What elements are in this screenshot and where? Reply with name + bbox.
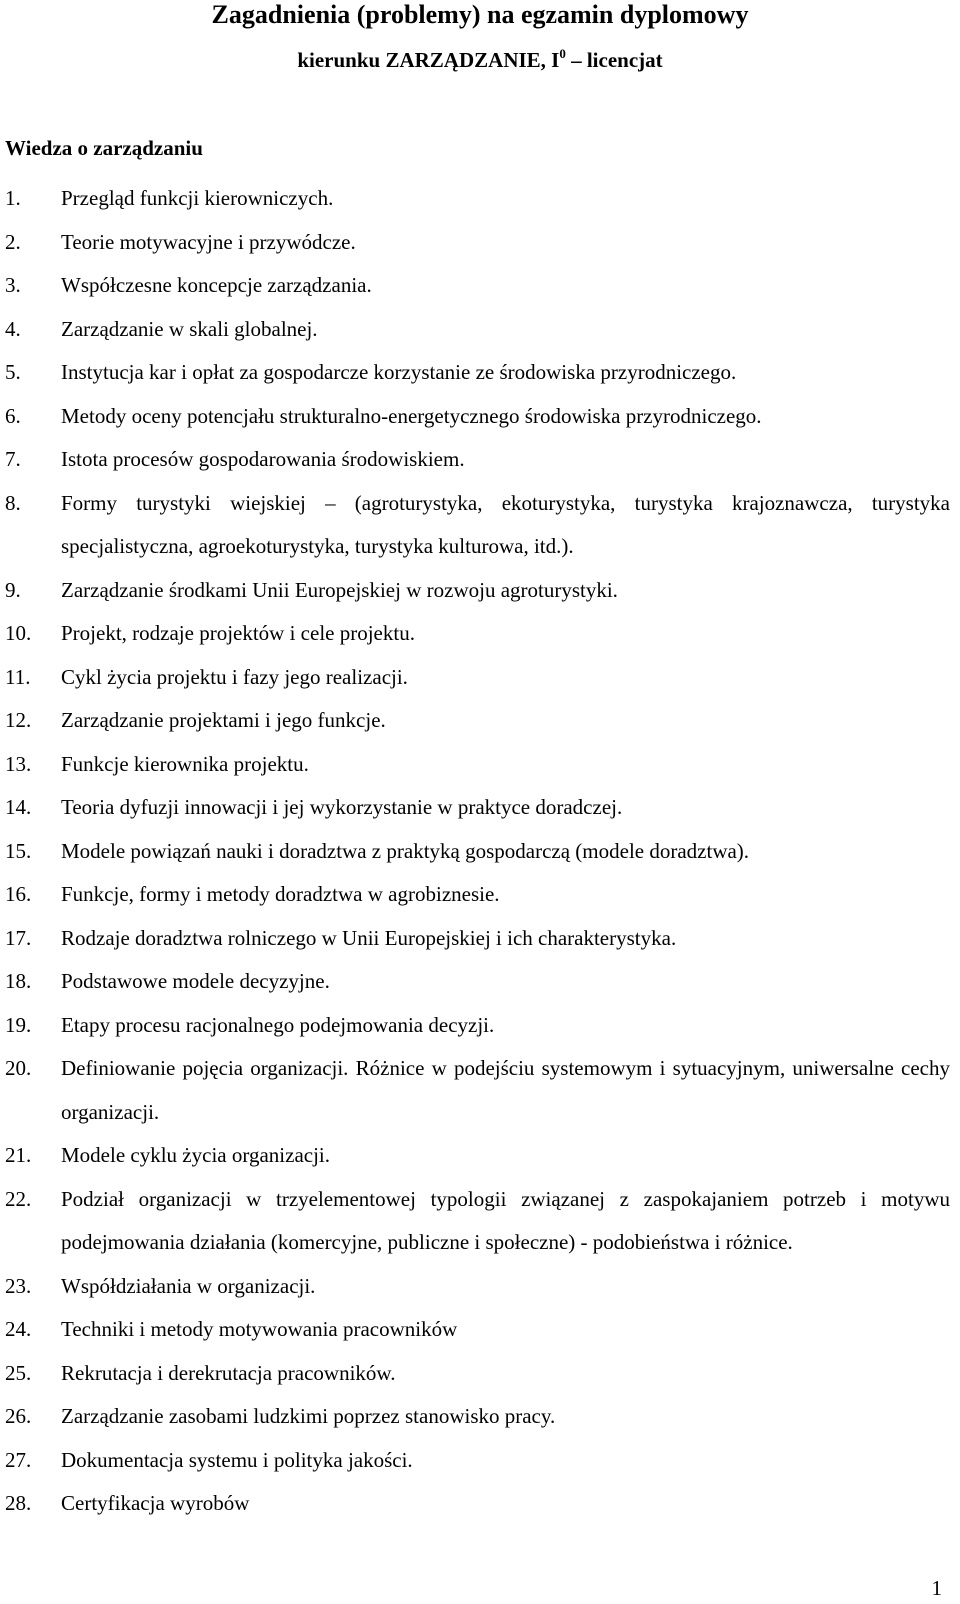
list-item [5, 1178, 950, 1265]
list-item-number: 27. [5, 1447, 32, 1472]
list-item [5, 395, 950, 439]
list-item-number: 5. [5, 360, 21, 384]
list-item-text: Podstawowe modele decyzyjne. [61, 969, 330, 993]
list-item-text: Formy turystyki wiejskiej – (agroturystyka, ekoturystyka, turystyka krajoznawcza, turystyka specjalistyczna, agroekoturystyka, turystyka kulturowa, itd.). [61, 490, 950, 558]
list-item-number: 22. [5, 1186, 32, 1211]
list-item [5, 917, 950, 961]
list-item-text: Metody oceny potencjału strukturalno-energetycznego środowiska przyrodniczego. [61, 403, 762, 428]
list-item-text: Funkcje, formy i metody doradztwa w agrobiznesie. [61, 882, 500, 906]
list-item-number: 12. [5, 708, 32, 732]
list-item [5, 743, 950, 787]
list-item [5, 1308, 950, 1352]
list-item-number: 28. [5, 1491, 32, 1515]
list-item-text: Techniki i metody motywowania pracowników [61, 1317, 458, 1341]
list-item-text: Modele cyklu życia organizacji. [61, 1143, 331, 1167]
list-item [5, 1134, 950, 1178]
list-item [5, 264, 950, 308]
list-item [5, 830, 950, 874]
list-item [5, 482, 950, 569]
list-item-number: 17. [5, 925, 32, 950]
list-item-text: Definiowanie pojęcia organizacji. Różnice w podejściu systemowym i sytuacyjnym, uniwersalne cechy organizacji. [61, 1056, 950, 1124]
list-item-text: Etapy procesu racjonalnego podejmowania decyzji. [61, 1012, 495, 1037]
list-item-number: 14. [5, 795, 32, 819]
list-item-text: Teoria dyfuzji innowacji i jej wykorzystanie w praktyce doradczej. [61, 795, 623, 819]
list-item [5, 308, 950, 352]
list-item-text: Zarządzanie projektami i jego funkcje. [61, 708, 386, 732]
list-item-number: 10. [5, 621, 32, 645]
list-item [5, 1047, 950, 1134]
list-item-text: Podział organizacji w trzyelementowej typologii związanej z zaspokajaniem potrzeb i motywu podejmowania działania (komercyjne, publiczne i społeczne) - podobieństwa i różnice. [61, 1186, 950, 1254]
list-item-text: Współczesne koncepcje zarządzania. [61, 273, 372, 297]
list-item-text: Istota procesów gospodarowania środowiskiem. [61, 447, 465, 471]
list-item [5, 1439, 950, 1483]
list-item-number: 25. [5, 1360, 32, 1385]
list-item-number: 16. [5, 882, 32, 906]
list-item-number: 3. [5, 273, 21, 297]
topic-list [5, 177, 950, 1526]
list-item-number: 23. [5, 1273, 32, 1298]
list-item-number: 13. [5, 751, 32, 776]
list-item-text: Certyfikacja wyrobów [61, 1491, 250, 1515]
document-subtitle [0, 45, 960, 75]
list-item-text: Współdziałania w organizacji. [61, 1273, 316, 1298]
list-item-number: 2. [5, 229, 21, 254]
list-item [5, 1395, 950, 1439]
list-item-text: Zarządzanie zasobami ludzkimi poprzez stanowisko pracy. [61, 1404, 556, 1428]
list-item [5, 569, 950, 613]
list-item-text: Cykl życia projektu i fazy jego realizacji. [61, 664, 408, 689]
list-item-number: 4. [5, 316, 21, 341]
list-item-number: 24. [5, 1317, 32, 1341]
list-item [5, 1265, 950, 1309]
list-item [5, 960, 950, 1004]
list-item-text: Zarządzanie w skali globalnej. [61, 316, 318, 341]
list-item-number: 20. [5, 1056, 32, 1080]
list-item-number: 18. [5, 969, 32, 993]
list-item-number: 11. [5, 664, 31, 689]
list-item-number: 21. [5, 1143, 32, 1167]
list-item [5, 656, 950, 700]
list-item-number: 8. [5, 490, 21, 515]
list-item [5, 351, 950, 395]
list-item [5, 1482, 950, 1526]
list-item-number: 19. [5, 1012, 32, 1037]
list-item-text: Rekrutacja i derekrutacja pracowników. [61, 1360, 396, 1385]
list-item-text: Instytucja kar i opłat za gospodarcze korzystanie ze środowiska przyrodniczego. [61, 360, 737, 384]
list-item-number: 26. [5, 1404, 32, 1428]
list-item [5, 873, 950, 917]
list-item-number: 1. [5, 186, 21, 210]
list-item-number: 7. [5, 447, 21, 471]
list-item-number: 6. [5, 403, 21, 428]
list-item-text: Zarządzanie środkami Unii Europejskiej w rozwoju agroturystyki. [61, 577, 618, 602]
list-item [5, 612, 950, 656]
subtitle-end: – licencjat [565, 48, 663, 72]
subtitle-superscript: 0 [559, 46, 566, 61]
list-item-text: Dokumentacja systemu i polityka jakości. [61, 1447, 413, 1472]
list-item [5, 177, 950, 221]
list-item-text: Przegląd funkcji kierowniczych. [61, 186, 334, 210]
list-item-text: Projekt, rodzaje projektów i cele projektu. [61, 621, 415, 645]
list-item-text: Rodzaje doradztwa rolniczego w Unii Europejskiej i ich charakterystyka. [61, 925, 677, 950]
list-item-number: 15. [5, 838, 32, 863]
list-item [5, 1352, 950, 1396]
document-title: Zagadnienia (problemy) na egzamin dyplomowy [211, 0, 749, 29]
list-item [5, 221, 950, 265]
section-heading: Wiedza o zarządzaniu [5, 136, 203, 160]
list-item-text: Funkcje kierownika projektu. [61, 751, 309, 776]
subtitle-main: kierunku ZARZĄDZANIE, I [297, 48, 560, 72]
list-item [5, 699, 950, 743]
page-number: 1 [931, 1576, 942, 1600]
list-item-text: Modele powiązań nauki i doradztwa z praktyką gospodarczą (modele doradztwa). [61, 838, 750, 863]
list-item [5, 786, 950, 830]
list-item [5, 438, 950, 482]
list-item [5, 1004, 950, 1048]
list-item-number: 9. [5, 577, 21, 602]
list-item-text: Teorie motywacyjne i przywódcze. [61, 229, 356, 254]
